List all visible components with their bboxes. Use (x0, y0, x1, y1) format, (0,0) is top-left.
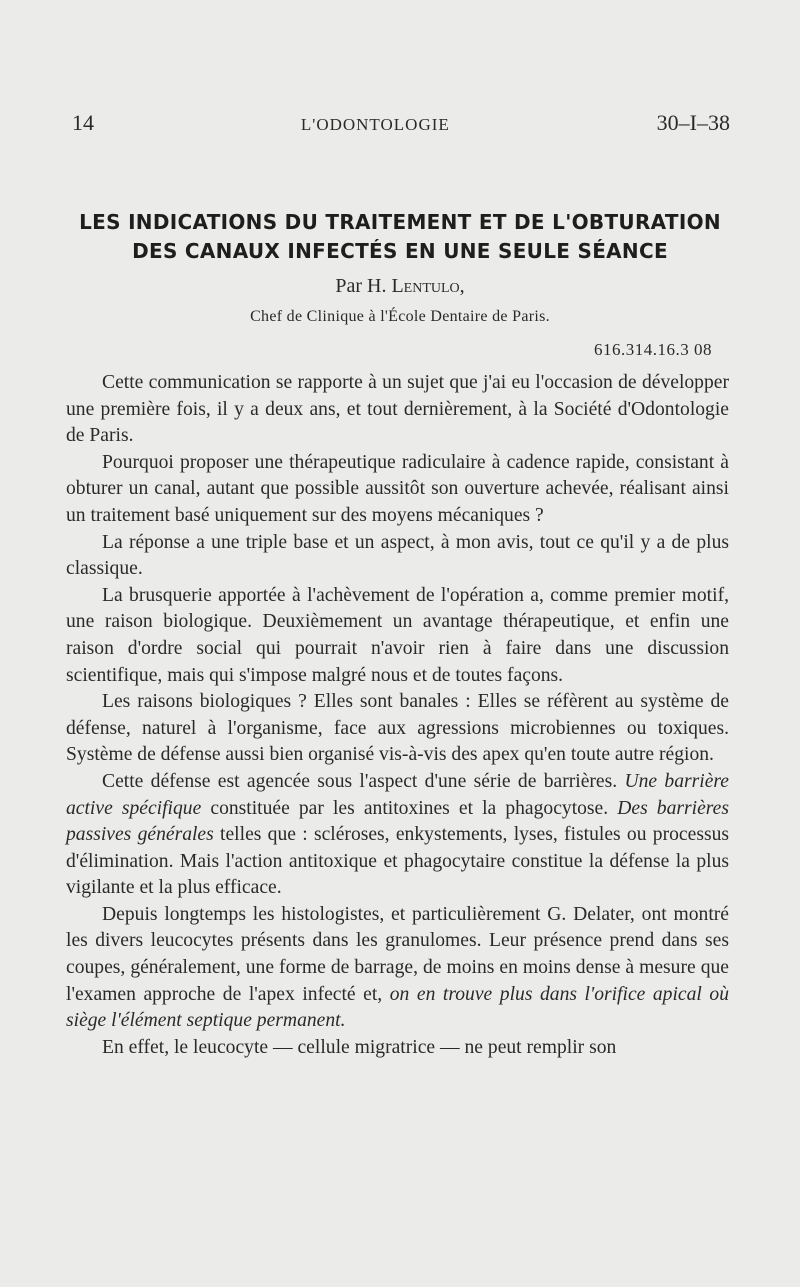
issue-date: 30–I–38 (656, 110, 730, 135)
text-run: Cette défense est agencée sous l'aspect d'une série de barrières. (102, 770, 625, 792)
article-title (60, 208, 740, 266)
article-body (66, 370, 729, 1061)
text-run: constituée par les antitoxines et la phagocytose. (201, 797, 618, 819)
paragraph: En effet, le leucocyte — cellule migratrice — ne peut remplir son (102, 1036, 617, 1058)
paragraph: Les raisons biologiques ? Elles sont banales : Elles se réfèrent au système de défense, naturel à l'organisme, face aux agressions microbiennes ou toxiques. Système de défense aussi bien organisé vis-à-vis des apex qu'en toute autre région. (66, 691, 729, 766)
page-number: 14 (72, 110, 94, 135)
running-header (72, 110, 730, 136)
author-affiliation: Chef de Clinique à l'École Dentaire de Paris. (250, 308, 550, 325)
author-name: Lentulo, (391, 275, 465, 297)
paragraph (66, 902, 729, 1035)
journal-name: L'ODONTOLOGIE (300, 115, 450, 134)
paragraph: La brusquerie apportée à l'achèvement de l'opération a, comme premier motif, une raison biologique. Deuxièmement un avantage thérapeutique, et enfin une raison d'ordre social qui pourrait n'avoir rien à faire dans une discussion scientifique, mais qui s'impose malgré nous et de toutes façons. (66, 584, 729, 686)
text-run: telles que : scléroses, enkystements, lyses, fistules ou processus d'élimination. Mais l'action antitoxique et phagocytaire constitue la défense la plus vigilante et la plus efficace. (66, 824, 729, 899)
classification-code: 616.314.16.3 08 (594, 340, 712, 359)
paragraph (66, 769, 729, 902)
author-prefix: Par H. (335, 275, 392, 297)
italic-text: Une barrière active spécifique (66, 770, 730, 819)
paragraph: La réponse a une triple base et un aspect, à mon avis, tout ce qu'il y a de plus classique. (66, 531, 729, 580)
text-run: Depuis longtemps les histologistes, et particulièrement G. Delater, ont montré les divers leucocytes présents dans les granulomes. Leur présence prend dans ses coupes, généralement, une forme de barrage, de moins en moins dense à mesure que l'examen approche de l'apex infecté et, (66, 903, 729, 1005)
title-line-1: LES INDICATIONS DU TRAITEMENT ET DE L'OBTURATION (79, 210, 721, 234)
author-line (0, 275, 800, 298)
paragraph: Pourquoi proposer une thérapeutique radiculaire à cadence rapide, consistant à obturer un canal, autant que possible aussitôt son ouverture achevée, réalisant ainsi un traitement basé uniquement sur des moyens mécaniques ? (66, 451, 729, 526)
italic-text: on en trouve plus dans l'orifice apical où siège l'élément septique permanent. (66, 983, 729, 1032)
title-line-2: DES CANAUX INFECTÉS EN UNE SEULE SÉANCE (132, 239, 668, 263)
italic-text: Des barrières passives générales (66, 797, 729, 846)
paragraph: Cette communication se rapporte à un sujet que j'ai eu l'occasion de développer une première fois, il y a deux ans, et tout dernièrement, à la Société d'Odontologie de Paris. (66, 372, 729, 447)
